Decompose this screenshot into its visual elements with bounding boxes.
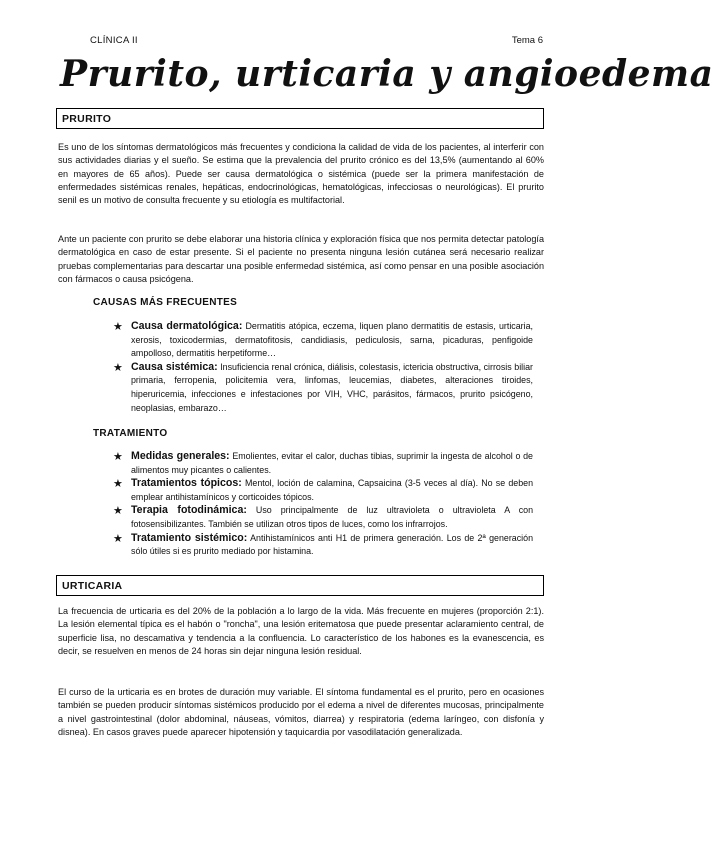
treatment-list — [113, 450, 533, 559]
section-heading-urticaria: URTICARIA — [56, 575, 544, 596]
item-label: Tratamientos tópicos: — [131, 477, 242, 490]
star-icon: ★ — [113, 478, 123, 491]
list-item — [113, 477, 533, 504]
star-icon: ★ — [113, 532, 123, 545]
prurito-paragraph-2: Ante un paciente con prurito se debe elaborar una historia clínica y exploración física que nos permita detectar patología dermatológica en caso de estar presente. Si el paciente no presenta ninguna lesión cutánea será necesario realizar pruebas complementarias para descartar una posible enfermedad sistémica, así como pensar en una posible asociación con fármacos o causa psicógena. — [58, 234, 544, 284]
list-item — [113, 361, 533, 415]
item-text: Dermatitis atópica, eczema, liquen plano dermatitis de estasis, urticaria, xerosis, toxicodermias, dermatofitosis, candidiasis, pediculosis, sarna, picaduras, penfigoide ampolloso, dermatitis herpetiforme… — [131, 321, 534, 359]
list-item — [113, 532, 533, 559]
item-text: Antihistamínicos anti H1 de primera generación. Los de 2ª generación sólo útiles si es prurito mediado por histamina. — [131, 532, 533, 557]
urticaria-paragraph-2: El curso de la urticaria es en brotes de duración muy variable. El síntoma fundamental es el prurito, pero en ocasiones también se pueden producir síntomas sistémicos producido por el edema a nivel de diferentes mucosas, principalmente a nivel gastrointestinal (dolor abdominal, náuseas, vómitos, diarrea) y respiratoria (edema laríngeo, con disfonía y disnea). En casos graves puede aparecer hipotensión y taquicardia por vasodilatación generalizada. — [58, 687, 544, 737]
causes-list — [113, 320, 533, 415]
item-label: Medidas generales: — [131, 450, 230, 462]
item-text: Mentol, loción de calamina, Capsaicina (3-5 veces al día). No se deben emplear antihistamínicos y corticoides tópicos. — [131, 478, 534, 502]
item-label: Terapia fotodinámica: — [131, 504, 247, 517]
item-label: Causa sistémica: — [131, 360, 218, 373]
item-text: Emolientes, evitar el calor, duchas tibias, suprimir la ingesta de alcohol o de alimentos muy picantes o calientes. — [131, 451, 533, 475]
item-label: Causa dermatológica: — [131, 320, 243, 332]
urticaria-paragraph-1: La frecuencia de urticaria es del 20% de la población a lo largo de la vida. Más frecuente en mujeres (proporción 2:1). La lesión elemental típica es el habón o "roncha", una lesión eritematosa que puede presentar aclaramiento central, de superficie lisa, no descamativa y tendencia a la confluencia. Lo característico de los habones es la evanescencia, es decir, se resuelven en menos de 24 horas sin dejar ninguna lesión residual. — [58, 606, 544, 656]
item-text: Insuficiencia renal crónica, diálisis, colestasis, ictericia obstructiva, cirrosis biliar primaria, ferropenia, policitemia vera, linfomas, leucemias, diabetes, alteraciones tiroides, hiperuricemia, infecciones e infestaciones por VIH, VHC, parásitos, fármacos, prurito psicógeno, neoplasias, embarazo… — [131, 361, 534, 413]
causes-heading: CAUSAS MÁS FRECUENTES — [93, 297, 238, 308]
treatment-heading: TRATAMIENTO — [93, 428, 168, 439]
list-item — [113, 450, 533, 477]
list-item — [113, 320, 533, 361]
star-icon: ★ — [113, 321, 123, 333]
course-label: CLÍNICA II — [90, 35, 138, 46]
item-label: Tratamiento sistémico: — [131, 531, 248, 544]
topic-label: Tema 6 — [511, 35, 543, 46]
star-icon: ★ — [113, 505, 123, 518]
star-icon: ★ — [113, 361, 123, 374]
section-heading-prurito: PRURITO — [56, 108, 544, 129]
list-item — [113, 504, 533, 531]
item-text: Uso principalmente de luz ultravioleta o ultravioleta A con fotosensibilizantes. También se utilizan otros tipos de luces, como los infrarrojos. — [131, 505, 533, 529]
star-icon: ★ — [113, 451, 123, 463]
prurito-paragraph-1: Es uno de los síntomas dermatológicos más frecuentes y condiciona la calidad de vida de los pacientes, al interferir con sus actividades diarias y el sueño. Se estima que la prevalencia del prurito crónico es del 13,5% (aumentando al 60% en mayores de 65 años). Puede ser causa dermatológica o sistémica (puede ser la primera manifestación de enfermedades sistémicas renales, hepáticas, endocrinológicas, hematológicas, infecciosas o neurológicas). El prurito senil es un motivo de consulta frecuente y su etiología es multifactorial. — [58, 142, 544, 206]
page-title: Prurito, urticaria y angioedema — [60, 53, 713, 95]
